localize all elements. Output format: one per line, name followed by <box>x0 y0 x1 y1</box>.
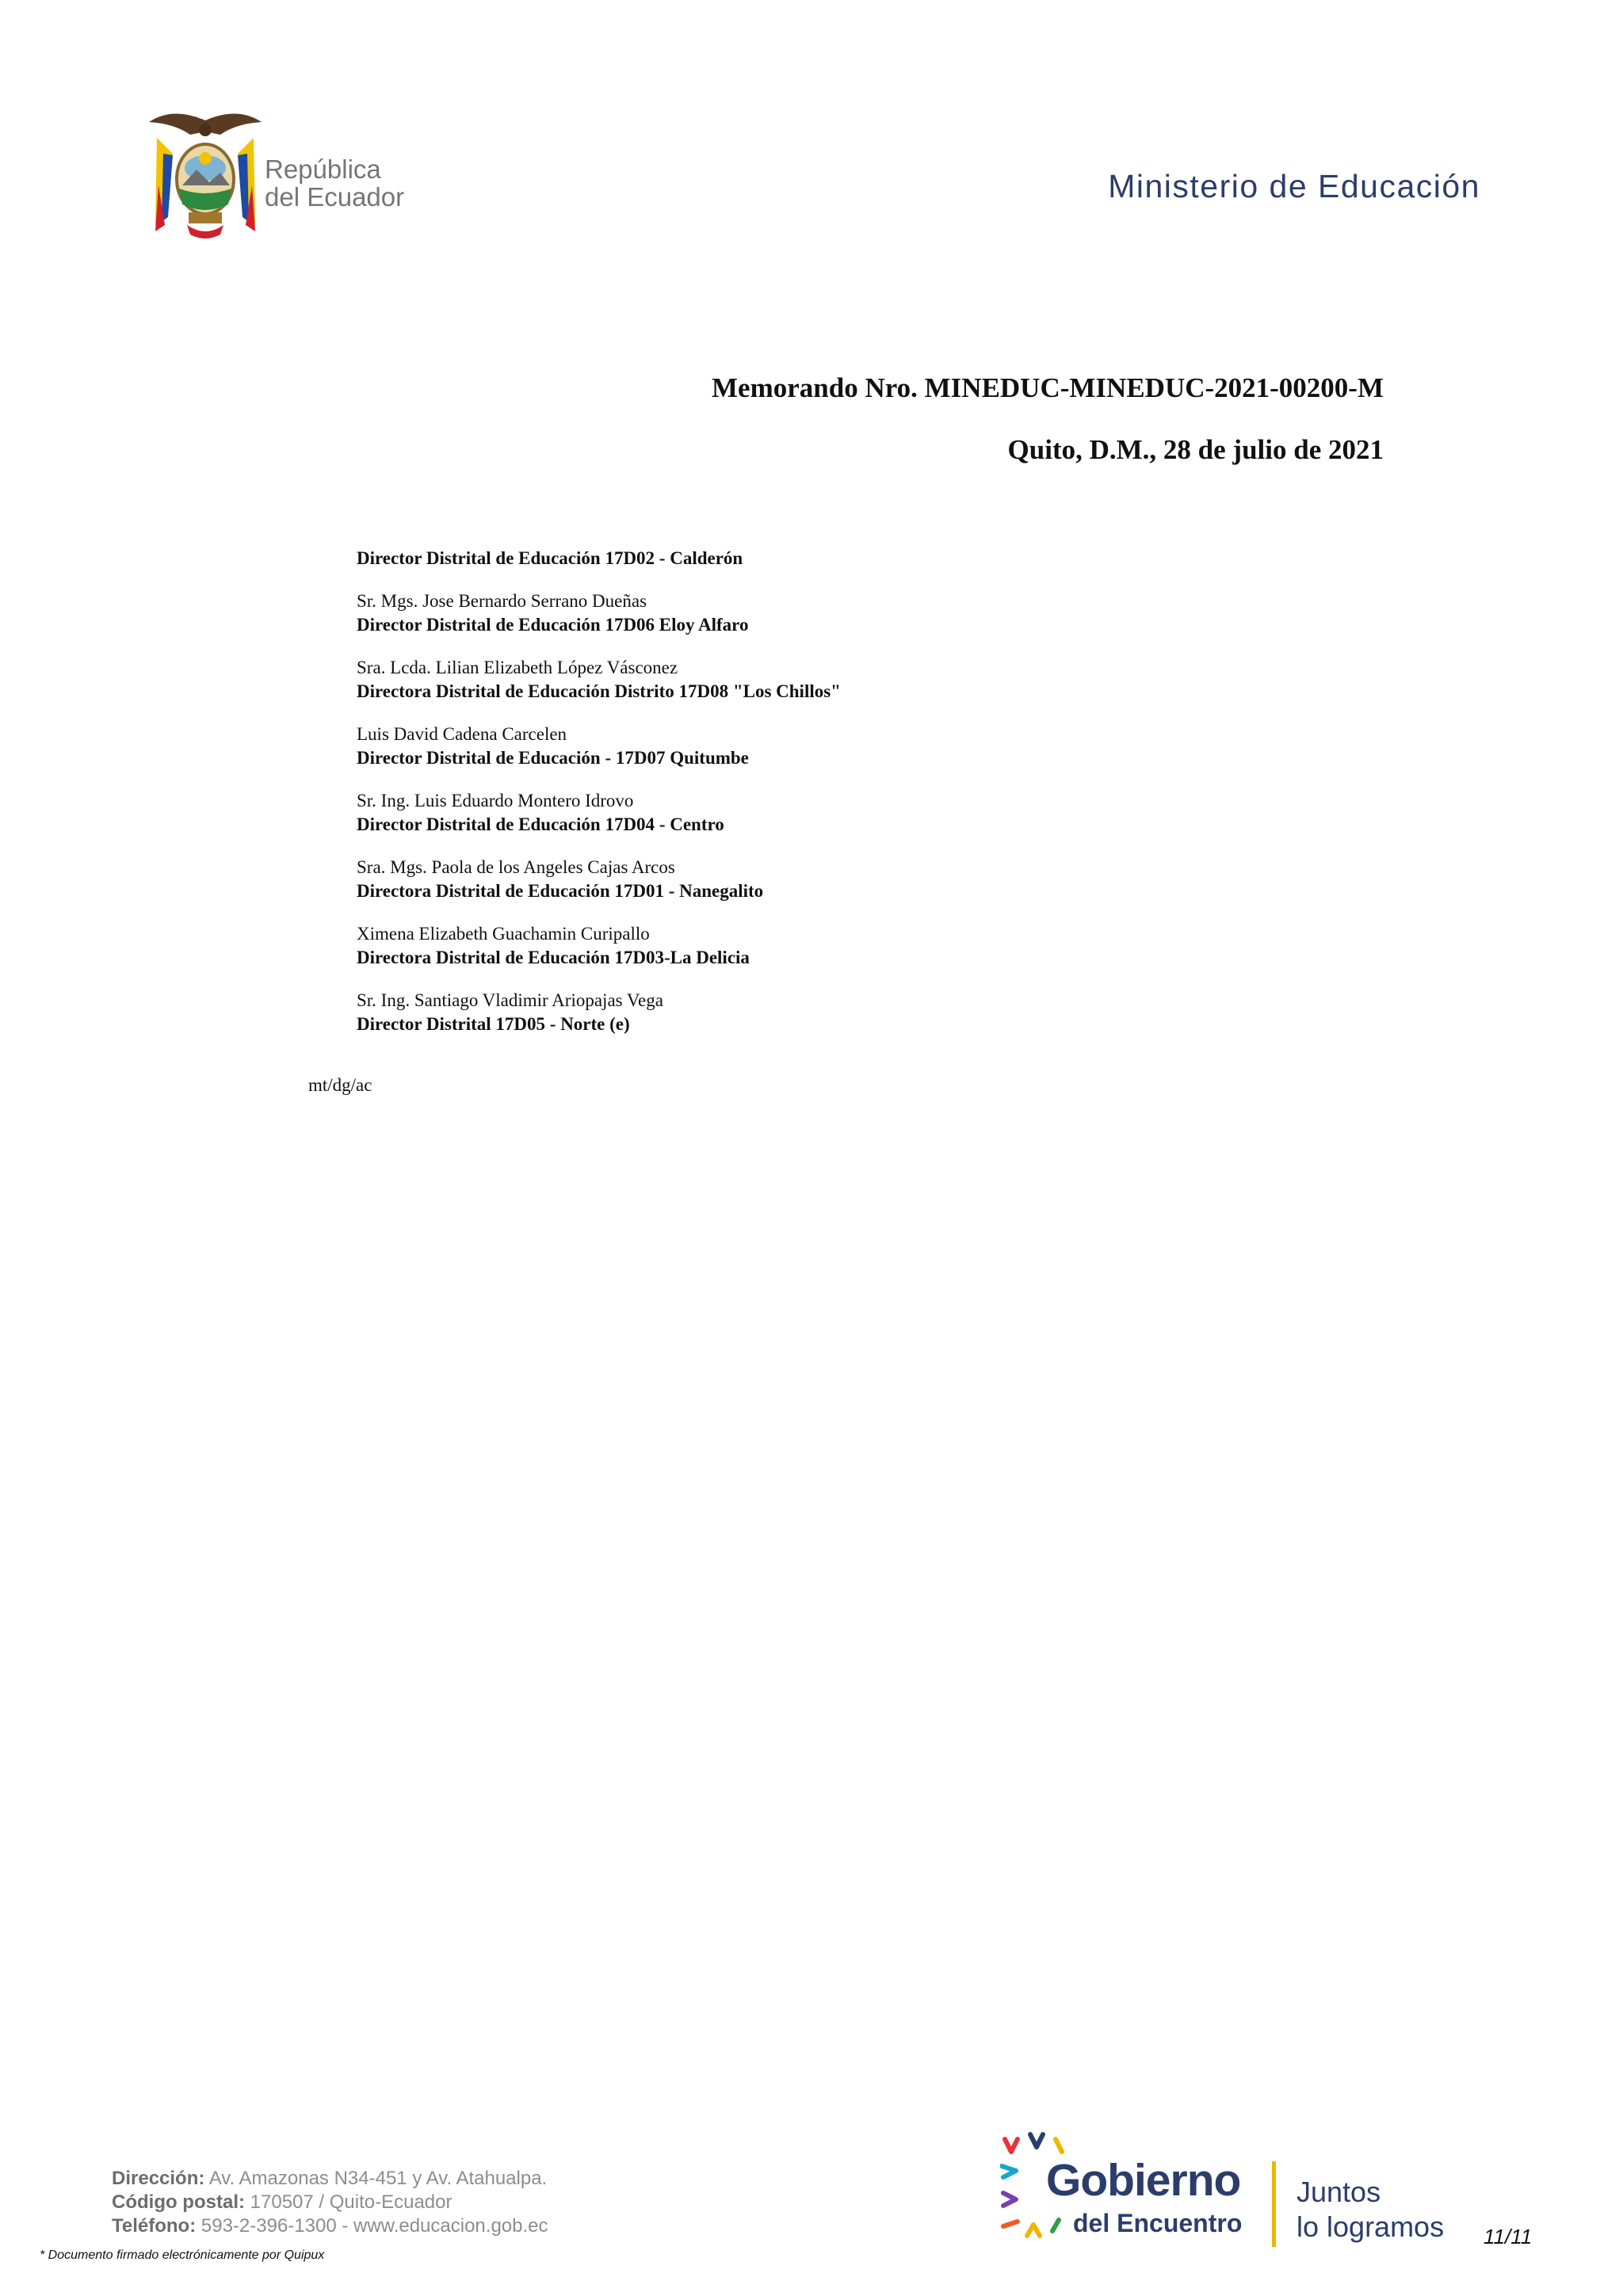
memo-date: Quito, D.M., 28 de julio de 2021 <box>1007 434 1384 465</box>
phone-label: Teléfono: <box>112 2215 197 2237</box>
recipient-title: Directora Distrital de Educación Distrito 17D08 "Los Chillos" <box>357 681 841 701</box>
recipient-name: Sr. Mgs. Jose Bernardo Serrano Dueñas <box>357 591 647 611</box>
slogan-line-1: Juntos <box>1296 2176 1381 2208</box>
ministry-title: Ministerio de Educación <box>1108 168 1480 204</box>
country-wordmark <box>265 155 404 211</box>
recipient-title: Director Distrital de Educación 17D04 - Centro <box>357 814 724 834</box>
slogan-divider <box>1272 2161 1276 2247</box>
recipient-item <box>357 856 1308 903</box>
coat-of-arms-logo <box>141 106 269 245</box>
recipient-item <box>357 656 1308 704</box>
recipient-item <box>357 922 1308 970</box>
recipient-title: Directora Distrital de Educación 17D01 - Nanegalito <box>357 881 764 901</box>
recipient-item <box>357 547 1308 570</box>
address-label: Dirección: <box>112 2168 205 2189</box>
postal-value: 170507 / Quito-Ecuador <box>250 2191 453 2213</box>
recipient-item <box>357 989 1308 1036</box>
recipient-title: Director Distrital de Educación - 17D07 Quitumbe <box>357 748 749 768</box>
country-line-2: del Ecuador <box>265 182 405 212</box>
recipient-item <box>357 589 1308 637</box>
recipient-item <box>357 789 1308 837</box>
address-line <box>112 2167 548 2191</box>
recipient-list <box>357 547 1308 1055</box>
phone-line <box>112 2214 548 2238</box>
recipient-name: Sr. Ing. Santiago Vladimir Ariopajas Vega <box>357 990 663 1010</box>
recipient-name: Luis David Cadena Carcelen <box>357 724 567 744</box>
country-line-1: República <box>265 154 381 184</box>
postal-line <box>112 2191 548 2214</box>
author-initials: mt/dg/ac <box>308 1075 372 1095</box>
memo-number: Memorando Nro. MINEDUC-MINEDUC-2021-00200-M <box>712 372 1384 403</box>
recipient-title: Director Distrital 17D05 - Norte (e) <box>357 1014 630 1034</box>
footer-contact <box>112 2167 548 2238</box>
recipient-name: Sra. Lcda. Lilian Elizabeth López Vásconez <box>357 658 678 677</box>
recipient-title: Directora Distrital de Educación 17D03-La Delicia <box>357 948 750 967</box>
signed-note: * Documento firmado electrónicamente por Quipux <box>40 2248 325 2262</box>
recipient-name: Sra. Mgs. Paola de los Angeles Cajas Arcos <box>357 857 675 877</box>
recipient-title: Director Distrital de Educación 17D06 Eloy Alfaro <box>357 615 749 635</box>
postal-label: Código postal: <box>112 2191 245 2213</box>
slogan-line-2: lo logramos <box>1296 2210 1445 2243</box>
gobierno-wordmark: Gobierno <box>1046 2155 1241 2206</box>
gobierno-subtitle: del Encuentro <box>1073 2209 1243 2237</box>
recipient-name: Ximena Elizabeth Guachamin Curipallo <box>357 924 650 944</box>
recipient-item <box>357 723 1308 770</box>
page-number: 11/11 <box>1484 2225 1533 2248</box>
recipient-name: Sr. Ing. Luis Eduardo Montero Idrovo <box>357 791 634 810</box>
recipient-title: Director Distrital de Educación 17D02 - Calderón <box>357 548 743 568</box>
phone-value: 593-2-396-1300 - www.educacion.gob.ec <box>200 2215 548 2237</box>
address-value: Av. Amazonas N34-451 y Av. Atahualpa. <box>208 2168 548 2189</box>
slogan <box>1296 2175 1444 2245</box>
